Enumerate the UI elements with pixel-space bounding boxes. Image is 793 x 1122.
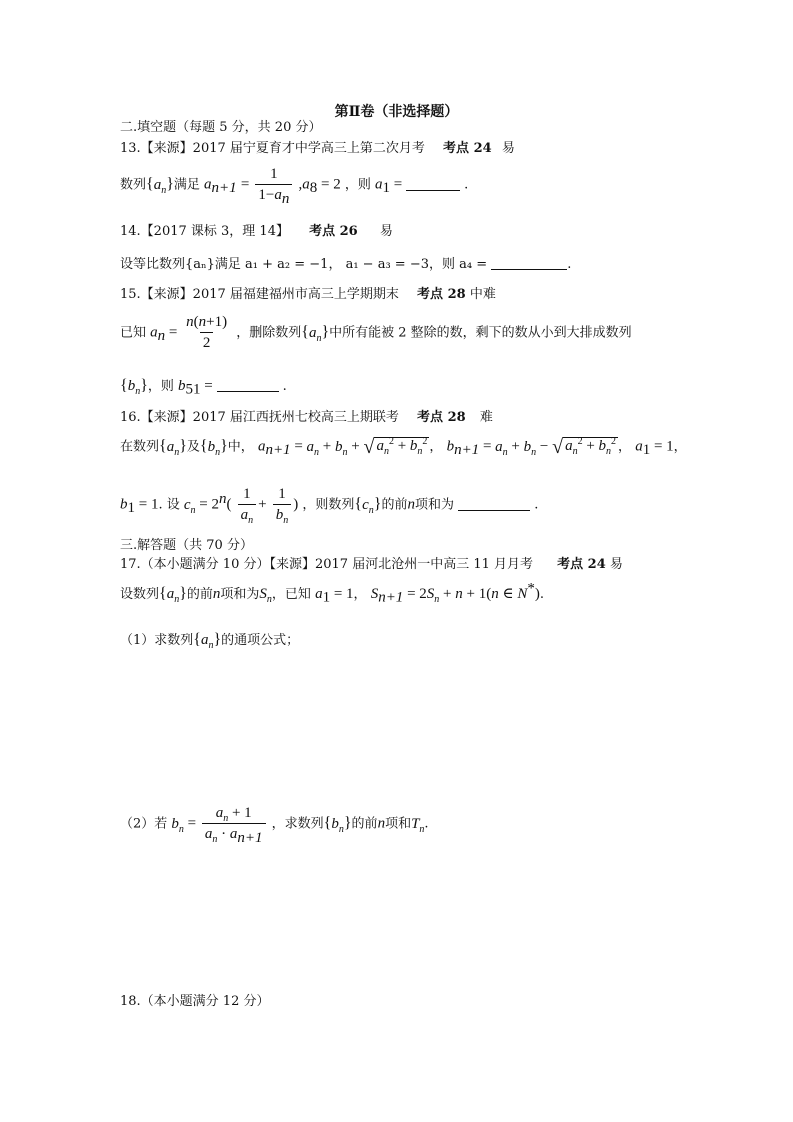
q16-lead: 在数列: [120, 439, 160, 455]
q13-answer-blank: [406, 176, 460, 191]
q16-sqrt-2: √ $a_n^2 + b_n^2$: [552, 436, 617, 458]
q14-source-text: 14.【2017 课标 3，理 14】: [120, 224, 289, 239]
q14-body-text: 设等比数列{aₙ}满足 a₁ + a₂ = −1， a₁ − a₃ = −3，则 a₄ =: [120, 257, 488, 272]
q14-topic: 考点 26: [309, 224, 358, 239]
q16-source: [120, 411, 493, 424]
q15-text3: ，则: [147, 379, 174, 394]
q17-part1: （1）求数列$\{a_n\}$的通项公式；: [120, 631, 300, 651]
q15-lead: 已知: [120, 325, 147, 341]
q17-known: ，已知: [271, 587, 311, 602]
q17-end: .: [539, 587, 544, 602]
q13-body: 数列$\{a_n\}$满足 $a_{n+1}$ = $\frac{1}{1-a_n}$ $,a_8 = 2$ ，则 $a_1$ = .: [120, 166, 469, 207]
q17-part1-lead: （1）求数列: [120, 633, 194, 648]
q13-end: .: [464, 177, 469, 193]
q17-sum2: 项和为: [220, 587, 260, 602]
q17-fraction: $\frac{a_n + 1}{a_n \cdot a_{n+1}}$: [202, 806, 266, 842]
q15-text1: ，删除数列: [236, 325, 302, 341]
q15-body-2: $\{b_n\}$，则 $b_{51}$ = .: [120, 377, 287, 398]
q13-satisfy: 满足: [173, 177, 200, 193]
q16-set: . 设: [158, 497, 180, 513]
q14-difficulty: 易: [379, 224, 393, 239]
q13-source-text: 13.【来源】2017 届宁夏育才中学高三上第二次月考: [120, 141, 425, 156]
q18-source: 18.（本小题满分 12 分）: [120, 994, 270, 1009]
q14-answer-blank: [491, 255, 567, 270]
fill-in-heading: 二.填空题（每题 5 分，共 20 分）: [120, 120, 322, 135]
q15-topic: 考点 28: [417, 287, 466, 302]
q17-body: 设数列$\{a_n\}$的前n项和为$S_n$，已知 $a_1 = 1$， $S_{n+1} = 2S_n + n + 1(n$ ∈ N*).: [120, 580, 544, 606]
q16-difficulty: 难: [479, 410, 493, 425]
q16-mid: 中，: [227, 439, 254, 455]
q17-topic: 考点 24: [557, 557, 606, 572]
q16-body-2: $b_1 = 1$. 设 $c_n = 2^n$( $\frac{1}{a_n}$ + $\frac{1}{b_n}$ ) ，则数列$\{c_n\}$的前n项和为 .: [120, 486, 539, 526]
q17-part2-lead: （2）若: [120, 816, 168, 832]
q17-difficulty: 易: [609, 557, 623, 572]
q16-answer-blank: [458, 496, 530, 511]
q16-then: ，则数列: [302, 497, 355, 513]
q17-part2-sum2: 项和: [385, 816, 412, 832]
q13-then: ，则: [344, 177, 371, 193]
q17-part2: （2）若 $b_n$ = $\frac{a_n + 1}{a_n \cdot a_{n+1}}$ ，求数列$\{b_n\}$的前n项和$T_n$.: [120, 805, 429, 846]
section-title: 第Ⅱ卷（非选择题）: [334, 104, 459, 120]
q17-part1-text: 的通项公式；: [221, 633, 300, 648]
q13-difficulty: 易: [501, 141, 515, 156]
q15-fraction: $\frac{n(n+1)}{2}$: [186, 314, 228, 351]
q13-lead: 数列: [120, 177, 147, 193]
q17-part2-text: ，求数列: [271, 816, 324, 832]
q16-sum2: 项和为: [414, 497, 454, 513]
q16-sqrt-1: √ $a_n^2 + b_n^2$: [363, 436, 428, 458]
q13-fraction: $\frac{1}{1-a_n}$: [255, 167, 292, 203]
q16-topic: 考点 28: [417, 410, 466, 425]
q14-source: [120, 225, 393, 238]
q17-source: [120, 558, 623, 571]
q16-end: .: [534, 497, 539, 513]
q13-source: [120, 142, 515, 155]
q16-fraction-a: $\frac{1}{a_n}$: [238, 487, 257, 523]
q15-text2: 中所有能被 2 整除的数，剩下的数从小到大排成数列: [329, 325, 632, 341]
q17-part2-sum: 的前: [351, 816, 378, 832]
q15-end: .: [282, 379, 287, 394]
q15-source-text: 15.【来源】2017 届福建福州市高三上学期期末: [120, 287, 399, 302]
q16-and: 及: [186, 439, 200, 455]
q15-body: 已知 $a_n$ = $\frac{n(n+1)}{2}$ ，删除数列$\{a_n\}$中所有能被 2 整除的数，剩下的数从小到大排成数列: [120, 314, 632, 351]
q15-difficulty: 中难: [469, 287, 496, 302]
q17-sum: 的前: [186, 587, 213, 602]
q15-source: [120, 288, 496, 301]
q17-source-text: 17.（本小题满分 10 分）【来源】2017 届河北沧州一中高三 11 月月考: [120, 557, 534, 572]
q16-body: 在数列$\{a_n\}$及$\{b_n\}$中， $a_{n+1} = a_n + b_n$ + √ $a_n^2 + b_n^2$ ， $b_{n+1} = a_n + b_n$ − √ $a_n^2 + b_n^2$ ， $a_1 = 1$，: [120, 436, 687, 459]
q17-part2-end: .: [424, 816, 429, 832]
q13-topic: 考点 24: [443, 141, 492, 156]
q14-body: 设等比数列{aₙ}满足 a₁ + a₂ = −1， a₁ − a₃ = −3，则 a₄ = .: [120, 257, 572, 272]
q17-lead: 设数列: [120, 587, 160, 602]
q16-fraction-b: $\frac{1}{b_n}$: [273, 487, 292, 523]
q16-sum: 的前: [381, 497, 408, 513]
q15-answer-blank: [217, 377, 279, 392]
solve-heading: 三.解答题（共 70 分）: [120, 538, 253, 553]
q16-source-text: 16.【来源】2017 届江西抚州七校高三上期联考: [120, 410, 399, 425]
